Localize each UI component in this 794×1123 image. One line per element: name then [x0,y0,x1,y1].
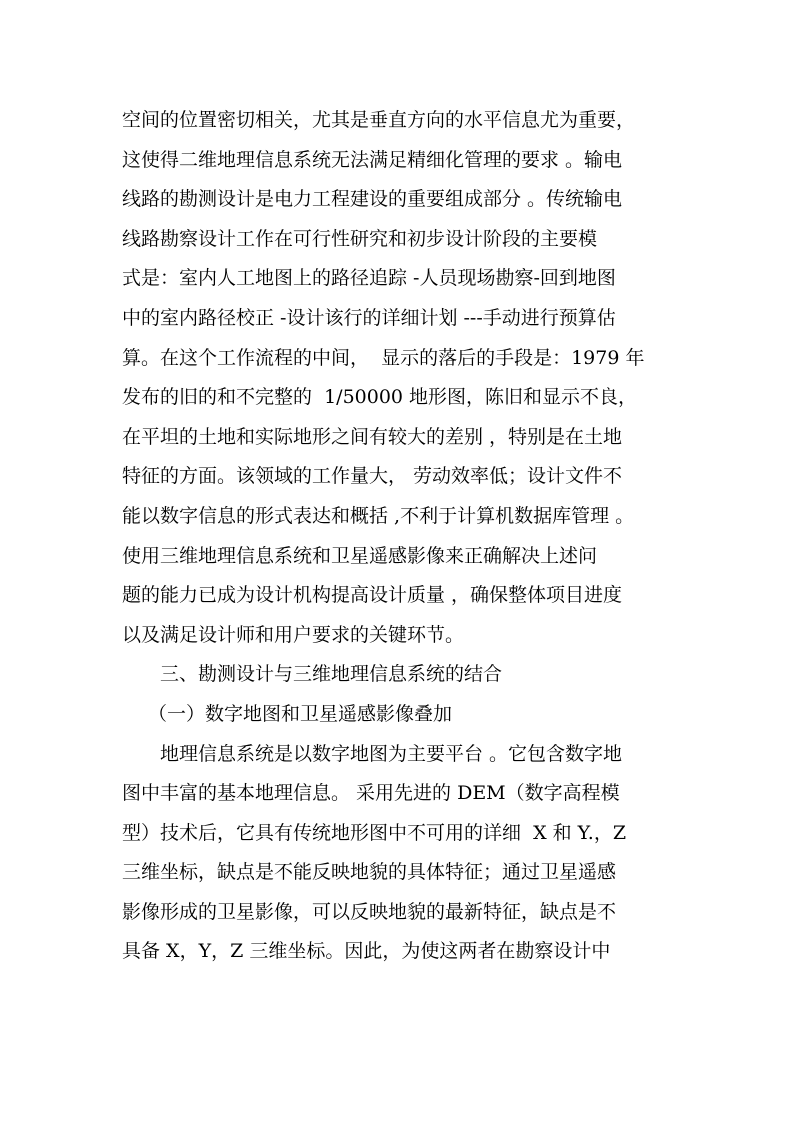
text-line: 这使得二维地理信息系统无法满足精细化管理的要求 。输电 [122,148,623,171]
subsection-heading: （一）数字地图和卫星遥感影像叠加 [148,702,453,725]
text-line: 算。在这个工作流程的中间， 显示的落后的手段是：1979 年 [122,346,645,369]
section-heading: 三、勘测设计与三维地理信息系统的结合 [160,663,503,686]
text-line: 图中丰富的基本地理信息。 采用先进的 DEM（数字高程模 [122,782,620,805]
text-line: 影像形成的卫星影像，可以反映地貌的最新特征，缺点是不 [122,900,617,923]
text-line: 题的能力已成为设计机构提高设计质量 ，确保整体项目进度 [122,584,623,607]
text-line: 空间的位置密切相关，尤其是垂直方向的水平信息尤为重要， [122,109,636,131]
text-line: 中的室内路径校正 -设计该行的详细计划 ---手动进行预算估 [122,306,616,329]
text-line: 发布的旧的和不完整的 1/50000 地形图，陈旧和显示不良， [122,386,638,409]
text-line: 线路勘察设计工作在可行性研究和初步设计阶段的主要模 [122,227,598,250]
text-line: 线路的勘测设计是电力工程建设的重要组成部分 。传统输电 [122,188,623,211]
text-line: 型）技术后，它具有传统地形图中不可用的详细 X 和 Y.，Z [122,821,627,844]
text-line: 在平坦的土地和实际地形之间有较大的差别 ，特别是在土地 [122,425,623,448]
text-line: 以及满足设计师和用户要求的关键环节。 [122,623,465,646]
text-line: 具备 X，Y，Z 三维坐标。因此，为使这两者在勘察设计中 [122,940,611,963]
text-line: 使用三维地理信息系统和卫星遥感影像来正确解决上述问 [122,544,598,567]
text-line: 地理信息系统是以数字地图为主要平台 。它包含数字地 [160,742,623,765]
text-line: 式是：室内人工地图上的路径追踪 -人员现场勘察-回到地图 [122,267,616,290]
body-text [122,101,682,972]
text-line: 能以数字信息的形式表达和概括 ,不利于计算机数据库管理 。 [122,504,635,527]
text-line: 三维坐标，缺点是不能反映地貌的具体特征；通过卫星遥感 [122,861,617,884]
text-line: 特征的方面。该领域的工作量大， 劳动效率低；设计文件不 [122,465,623,488]
